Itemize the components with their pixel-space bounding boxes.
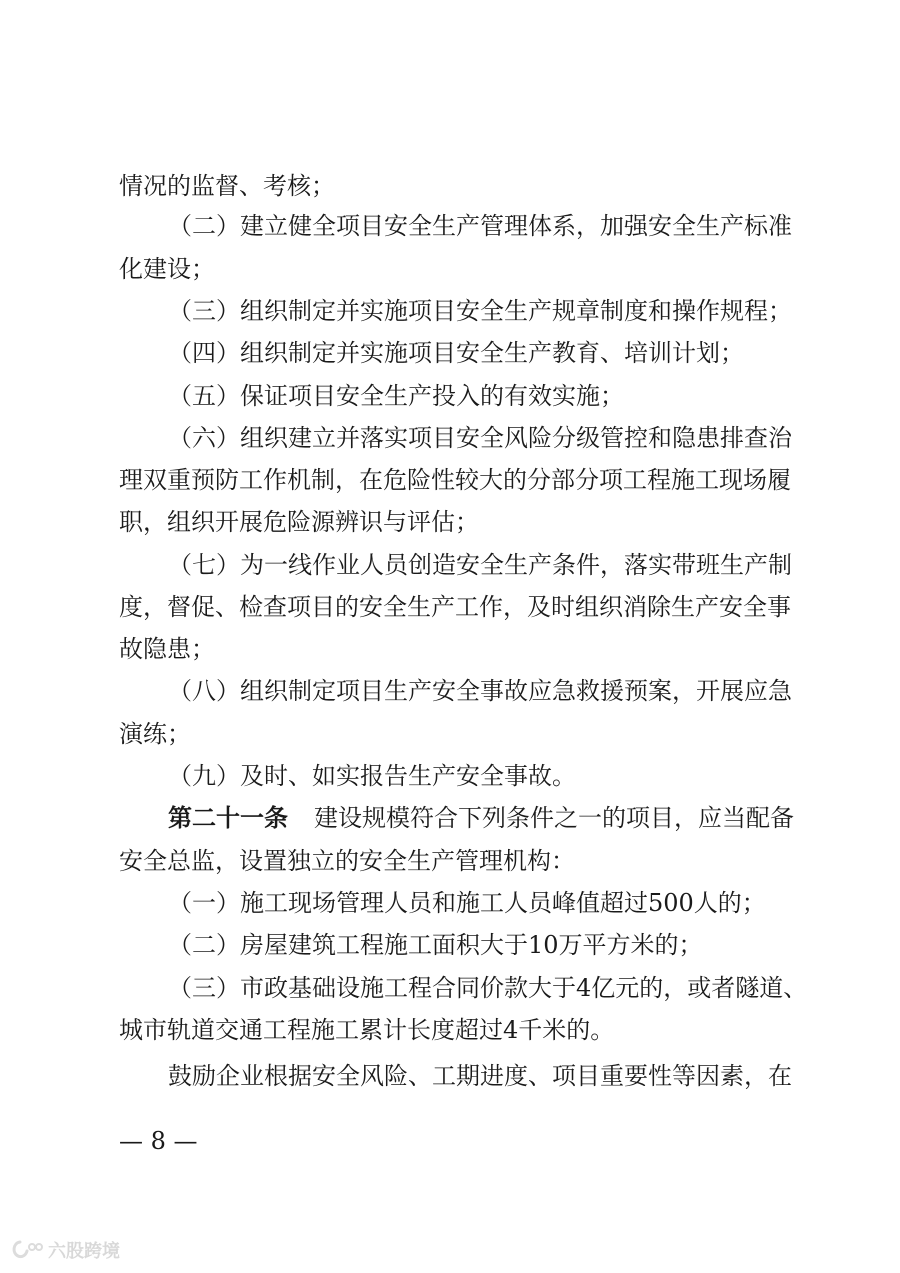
text-line: 度，督促、检查项目的安全生产工作，及时组织消除生产安全事 xyxy=(119,593,791,621)
text-line: （六）组织建立并落实项目安全风险分级管控和隐患排查治 xyxy=(168,424,792,452)
page-number: — 8 — xyxy=(119,1127,198,1155)
text-line: 城市轨道交通工程施工累计长度超过4千米的。 xyxy=(119,1016,615,1044)
watermark xyxy=(10,1237,120,1263)
text-line: （二）房屋建筑工程施工面积大于10万平方米的； xyxy=(168,931,703,959)
article-heading: 第二十一条 xyxy=(168,803,288,832)
text-line: 演练； xyxy=(119,720,191,748)
text-line: （九）及时、如实报告生产安全事故。 xyxy=(168,762,576,790)
watermark-text: 六股跨境 xyxy=(48,1241,120,1262)
text-line: （三）组织制定并实施项目安全生产规章制度和操作规程； xyxy=(168,297,792,325)
text-line: 安全总监，设置独立的安全生产管理机构： xyxy=(119,847,575,875)
text-line: 情况的监督、考核； xyxy=(119,172,335,200)
text-line: （七）为一线作业人员创造安全生产条件，落实带班生产制 xyxy=(168,551,792,579)
text-line: （一）施工现场管理人员和施工人员峰值超过500人的； xyxy=(168,889,766,917)
text-line: 建设规模符合下列条件之一的项目，应当配备 xyxy=(314,804,794,832)
text-line: （四）组织制定并实施项目安全生产教育、培训计划； xyxy=(168,339,744,367)
watermark-logo-icon xyxy=(10,1239,44,1261)
text-line: 职，组织开展危险源辨识与评估； xyxy=(119,508,479,536)
text-line: （八）组织制定项目生产安全事故应急救援预案，开展应急 xyxy=(168,677,792,705)
text-line: （二）建立健全项目安全生产管理体系，加强安全生产标准 xyxy=(168,212,792,240)
text-line: 故隐患； xyxy=(119,635,215,663)
text-line: 化建设； xyxy=(119,255,215,283)
text-line: 鼓励企业根据安全风险、工期进度、项目重要性等因素，在 xyxy=(168,1062,792,1090)
text-line: 理双重预防工作机制，在危险性较大的分部分项工程施工现场履 xyxy=(119,466,791,494)
text-line: （三）市政基础设施工程合同价款大于4亿元的，或者隧道、 xyxy=(168,974,808,1002)
text-line: （五）保证项目安全生产投入的有效实施； xyxy=(168,382,624,410)
